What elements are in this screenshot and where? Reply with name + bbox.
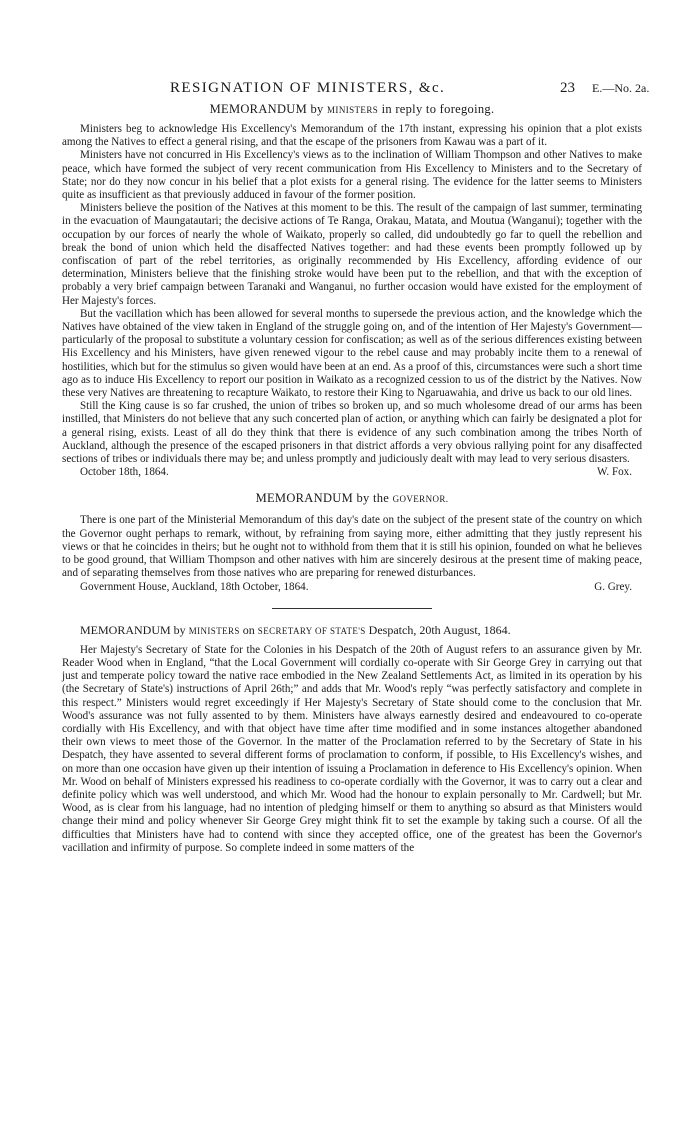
paper-reference: E.—No. 2a. [592, 81, 650, 95]
memo1-signature-line [62, 466, 642, 479]
memo2-signature-line [62, 581, 642, 594]
memo2-paragraph: There is one part of the Ministerial Memorandum of this day's date on the subject of the present state of the country on which the Governor ought perhaps to remark, without, by refraining from saying more, either admitting that they justly represent his views or that he coincides in theirs; but he ought not to withhold from them that it is still his opinion, founded on what he believes to be good ground, that William Thompson and other natives with him are sincerely desirous at the present time of making peace, and of separating themselves from those natives who are preparing for renewed disturbances. [62, 514, 642, 580]
running-head-title: RESIGNATION OF MINISTERS, &c. [170, 80, 446, 96]
memo1-body [62, 123, 642, 466]
memo1-paragraph: Ministers have not concurred in His Excellency's views as to the inclination of William Thompson and other Natives to make peace, which have formed the subject of very recent communication from His Excellency to Ministers and to the Secretary of State; nor do they now concur in his belief that a plot exists for a general rising. The evidence for the latter seems to Ministers quite as insufficient as that previously adduced in favour of the former position. [62, 149, 642, 202]
memo1-heading: MEMORANDUM by MINISTERS in reply to foregoing. [209, 102, 495, 116]
memo1-date: October 18th, 1864. [80, 466, 169, 479]
memo1-paragraph: Ministers beg to acknowledge His Excellency's Memorandum of the 17th instant, expressing his opinion that a plot exists among the Natives to effect a general rising, and that the escape of the prisoners from Kawau was a part of it. [62, 123, 642, 149]
memo1-paragraph: Still the King cause is so far crushed, the union of tribes so broken up, and so much wholesome dread of our arms has been instilled, that Ministers do not believe that any such concerted plan of action, or anything which can fairly be designated a plot for a general rising, exists. Least of all do they think that there is evidence of any such combination among the tribes North of Auckland, although the presence of the escaped prisoners in that district affords a very obvious rallying point for any disaffected sections of tribes or individuals there may be; and unless promptly and judiciously dealt with may lead to very serious disasters. [62, 400, 642, 466]
memo3-body [62, 644, 642, 855]
memo3-heading: MEMORANDUM by MINISTERS on SECRETARY OF STATE'S Despatch, 20th August, 1864. [80, 622, 511, 637]
memo2-heading: MEMORANDUM by the GOVERNOR. [255, 491, 449, 506]
running-head [0, 80, 700, 100]
memo3-paragraph: Her Majesty's Secretary of State for the Colonies in his Despatch of the 20th of August refers to an assurance given by Mr. Reader Wood when in England, “that the Local Government will cordially co-operate with Sir George Grey in carrying out that just and temperate policy toward the native race embodied in the New Zealand Settlements Act, as limited in its operation by his (the Secretary of State's) instructions of April 26th;” and adds that Mr. Wood's reply “was perfectly satisfactory and complete in this respect.” Ministers would regret exceedingly if Her Majesty's Secretary of State should come to the conclusion that Mr. Wood's assurance was not fully assented to by them. Ministers have always earnestly desired and endeavoured to co-operate cordially with His Excellency, and with that object have time after time modified and in some instances altogether abandoned their own views to meet those of the Governor. In the matter of the Proclamation referred to by the Secretary of State in his Despatch, they have assented to several different forms of proclamation to conform, if possible, to His Excellency's wishes, and on more than one occasion have given up their intention of issuing a Proclamation in deference to His Excellency's opinion. When Mr. Wood on behalf of Ministers expressed his readiness to co-operate cordially with the Governor, it was to carry out a clear and definite policy which was well understood, and which Mr. Wood had the honour to explain personally to Mr. Cardwell; but Mr. Wood, as is clear from his language, had no intention of pledging himself or them to anything so absurd as that Ministers would change their mind and policy whenever Sir George Grey might think fit to set the example by taking such a course. Of all the difficulties that Ministers have had to contend with since they accepted office, one of the greatest has been the Governor's vacillation and infirmity of purpose. So complete indeed in some matters of the [62, 643, 642, 854]
memo2-place-date: Government House, Auckland, 18th October, 1864. [80, 580, 309, 593]
memo1-signature: W. Fox. [596, 466, 632, 479]
memo1-paragraph: But the vacillation which has been allowed for several months to supersede the previous action, and the knowledge which the Natives have obtained of the view taken in England of the struggle going on, and of the intention of Her Majesty's Government—particularly of the proposal to substitute a voluntary cession for confiscation; as well as of the serious differences existing between His Excellency and his Ministers, have given renewed vigour to the rebel cause and may probably incite them to a renewal of hostilities, which but for the stimulus so given would have been at an end. As a proof of this, circumstances were such a short time ago as to induce His Excellency to report our position in Waikato as a recognized cession to us of the district by the Natives. Now these very Natives are threatening to recapture Waikato, to restore their King to Ngaruawahia, and drive us back to our old lines. [62, 307, 642, 400]
memo2-signature: G. Grey. [594, 580, 632, 593]
memo2-body [62, 514, 642, 580]
memo1-paragraph: Ministers believe the position of the Natives at this moment to be this. The result of the campaign of last summer, terminating in the evacuation of Maungatautari; the decisive actions of Te Ranga, Orakau, Matata, and Moutua (Wanganui); together with the occupation by our forces of nearly the whole of Waikato, properly so called, did undoubtedly go far to quell the rebellion and break the bond of union which held the disaffected Natives together: and had these events been promptly followed up by confiscation of part of the rebel territories, as originally recommended by His Excellency, affording evidence of our determination, Ministers believe that the finishing stroke would have been put to the rebellion, and that with the exception of probably a very brief campaign between Taranaki and Wanganui, no further occasion would have existed for the employment of Her Majesty's forces. [62, 202, 642, 307]
page-number: 23 [560, 80, 575, 96]
